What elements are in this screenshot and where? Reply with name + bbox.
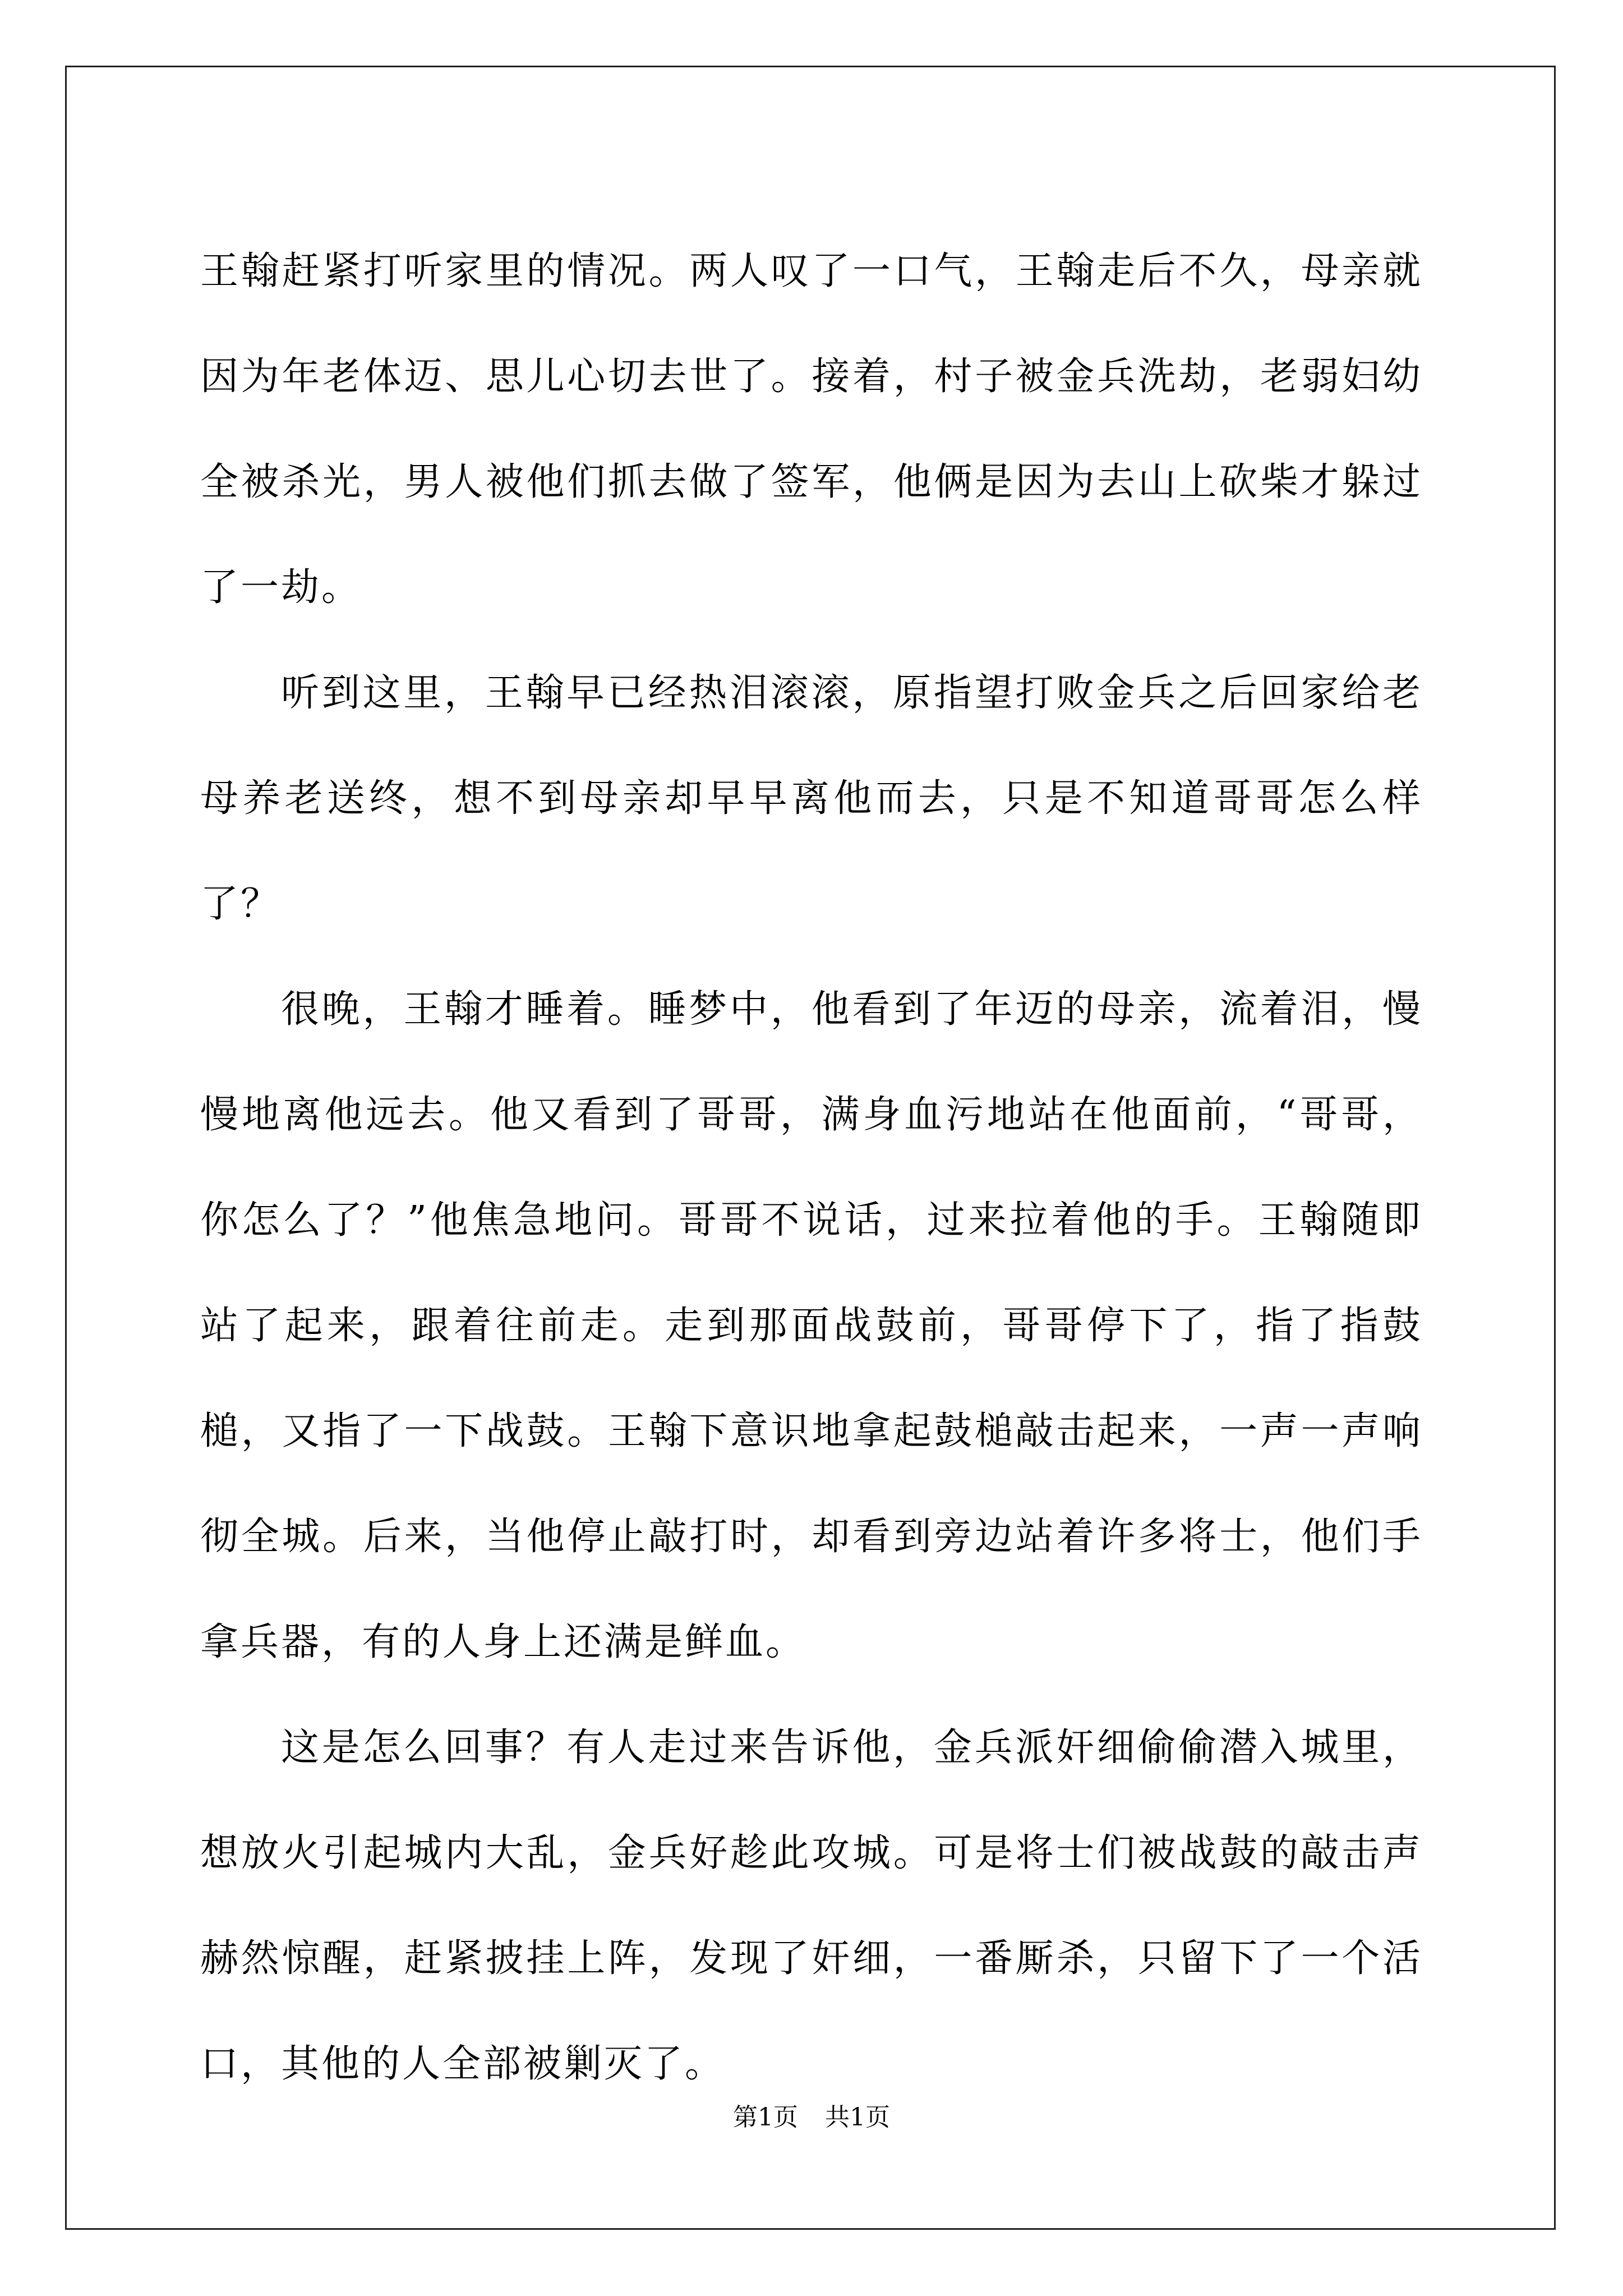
paragraph-3: 很晚，王翰才睡着。睡梦中，他看到了年迈的母亲，流着泪，慢慢地离他远去。他又看到了哥哥，满身血污地站在他面前，“哥哥，你怎么了？”他焦急地问。哥哥不说话，过来拉着他的手。王翰随即站了起来，跟着往前走。走到那面战鼓前，哥哥停下了，指了指鼓槌，又指了一下战鼓。王翰下意识地拿起鼓槌敲击起来，一声一声响彻全城。后来，当他停止敲打时，却看到旁边站着许多将士，他们手拿兵器，有的人身上还满是鲜血。 (200, 987, 1423, 1664)
document-body (200, 219, 1423, 2117)
paragraph-2: 听到这里，王翰早已经热泪滚滚，原指望打败金兵之后回家给老母养老送终，想不到母亲却早早离他而去，只是不知道哥哥怎么样了？ (200, 671, 1423, 926)
page-number-total: 共1页 (825, 2103, 890, 2132)
page-footer (0, 2101, 1623, 2134)
paragraph-4: 这是怎么回事？有人走过来告诉他，金兵派奸细偷偷潜入城里，想放火引起城内大乱，金兵好趁此攻城。可是将士们被战鼓的敲击声赫然惊醒，赶紧披挂上阵，发现了奸细，一番厮杀，只留下了一个活口，其他的人全部被剿灭了。 (200, 1726, 1423, 2086)
page-number-current: 第1页 (733, 2103, 798, 2132)
paragraph-1: 王翰赶紧打听家里的情况。两人叹了一口气，王翰走后不久，母亲就因为年老体迈、思儿心切去世了。接着，村子被金兵洗劫，老弱妇幼全被杀光，男人被他们抓去做了签军，他俩是因为去山上砍柴才躲过了一劫。 (200, 249, 1423, 610)
